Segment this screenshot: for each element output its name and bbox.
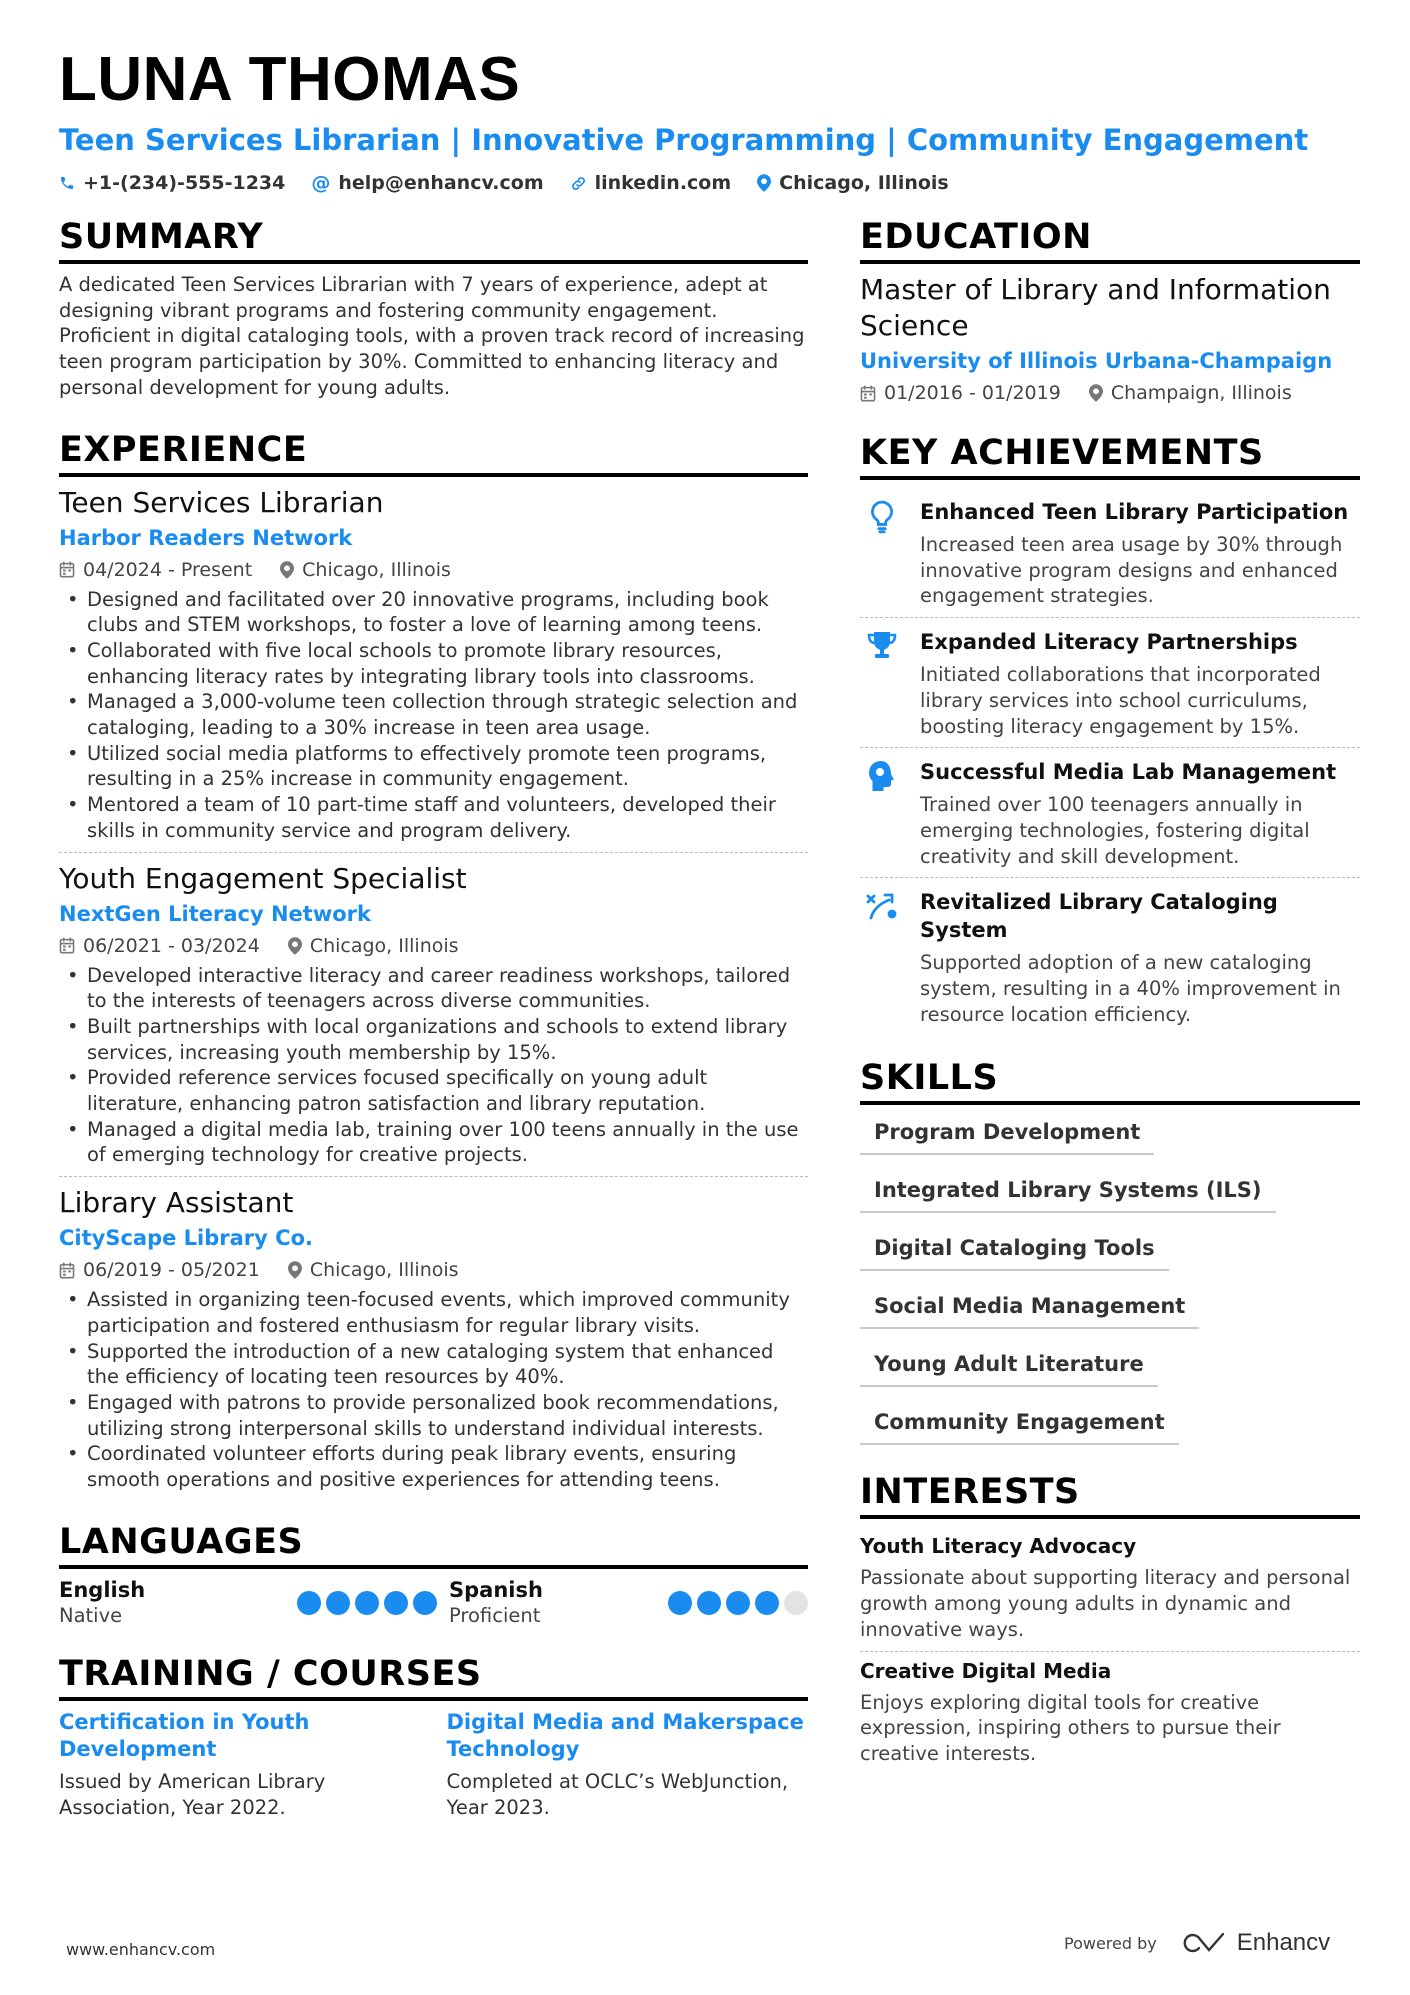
achievement-title: Expanded Literacy Partnerships [920,630,1298,655]
link-icon [570,175,587,192]
location-text: Chicago, Illinois [779,172,949,194]
interest-item [860,1527,1360,1651]
rating-dot-filled [355,1591,379,1615]
job-company[interactable]: Harbor Readers Network [59,525,353,550]
contact-email[interactable] [311,172,543,194]
job-company[interactable]: CityScape Library Co. [59,1226,313,1251]
job-location: Chicago, Illinois [302,558,451,581]
skill-tag: Integrated Library Systems (ILS) [860,1171,1276,1213]
location-pin-icon [757,174,771,192]
achievement-item [860,618,1360,748]
skill-tag: Digital Cataloging Tools [860,1229,1169,1271]
left-column [59,214,808,1821]
experience-heading: EXPERIENCE [59,427,808,477]
language-rating [668,1591,808,1615]
achievement-title: Revitalized Library Cataloging System [920,890,1278,943]
calendar-icon [59,937,75,954]
rating-dot-filled [726,1591,750,1615]
head-icon [860,758,904,869]
job-meta [59,557,808,583]
skill-tag: Community Engagement [860,1403,1179,1445]
skill-tag: Young Adult Literature [860,1345,1158,1387]
at-icon: @ [311,172,331,194]
course-item [59,1709,421,1821]
rating-dot-filled [755,1591,779,1615]
bullet-item: • Utilized social media platforms to effectively promote teen programs, resulting in a 25% increase in community engagement. [59,741,808,792]
rating-dot-filled [326,1591,350,1615]
contact-phone[interactable] [59,172,285,194]
job-dates: 06/2021 - 03/2024 [83,934,260,957]
phone-text: +1-(234)-555-1234 [83,172,286,194]
education-heading: EDUCATION [860,214,1360,264]
linkedin-text: linkedin.com [594,172,732,194]
footer-website[interactable]: www.enhancv.com [66,1940,216,1959]
skill-tag: Program Development [860,1113,1154,1155]
interest-desc: Passionate about supporting literacy and personal growth among young adults in dynamic and innovative ways. [860,1566,1351,1641]
job-bullets [59,587,808,844]
brand-name: Enhancv [1236,1929,1331,1956]
contact-linkedin[interactable] [570,172,732,194]
location-pin-icon [288,1261,302,1279]
job-title: Youth Engagement Specialist [59,861,467,895]
enhancv-logo[interactable] [1179,1929,1330,1957]
job-location: Chicago, Illinois [309,934,459,957]
course-title: Certification in Youth Development [59,1709,310,1761]
strategy-icon [860,888,904,1027]
education-dates: 01/2016 - 01/2019 [884,382,1061,404]
bullet-item: • Coordinated volunteer efforts during peak library events, ensuring smooth operations and positive experiences for attending teens. [59,1441,808,1492]
location-pin-icon [288,937,302,955]
enhancv-logo-icon [1179,1931,1227,1955]
training-section [59,1651,808,1821]
interest-item [860,1652,1360,1775]
language-name: English [59,1577,146,1602]
achievement-item [860,748,1360,878]
job-entry [59,861,808,1178]
interest-desc: Enjoys exploring digital tools for creative expression, inspiring others to pursue their creative interests. [860,1690,1281,1765]
bullet-item: • Provided reference services focused specifically on young adult literature, enhancing patron satisfaction and library reputation. [59,1065,808,1116]
rating-dot-empty [784,1591,808,1615]
education-school[interactable]: University of Illinois Urbana-Champaign [860,349,1333,373]
bullet-item: • Engaged with patrons to provide personalized book recommendations, utilizing strong interpersonal skills to understand individual interests. [59,1390,808,1441]
bullet-item: • Assisted in organizing teen-focused events, which improved community participation and fostered enthusiasm for regular library visits. [59,1287,808,1338]
rating-dot-filled [668,1591,692,1615]
achievement-item [860,488,1360,618]
phone-icon [59,175,75,191]
bullet-item: • Built partnerships with local organizations and schools to extend library services, increasing youth membership by 15%. [59,1014,808,1065]
education-section [860,214,1360,406]
contact-location [757,172,949,194]
job-company[interactable]: NextGen Literacy Network [59,901,371,926]
language-level: Native [59,1603,123,1627]
footer-branding[interactable] [1064,1929,1330,1957]
resume-header [59,44,1359,194]
calendar-icon [59,1262,75,1279]
bullet-item: • Developed interactive literacy and career readiness workshops, tailored to the interests of teenagers across diverse communities. [59,963,808,1014]
skills-heading: SKILLS [860,1055,1360,1105]
calendar-icon [860,385,876,402]
course-desc: Issued by American Library Association, Year 2022. [59,1769,326,1819]
trophy-icon [860,628,904,739]
course-item [447,1709,809,1821]
job-title: Library Assistant [59,1186,294,1220]
candidate-name: LUNA THOMAS [59,45,521,114]
candidate-tagline: Teen Services Librarian | Innovative Programming | Community Engagement [59,123,1309,157]
location-pin-icon [280,561,294,579]
interest-title: Creative Digital Media [860,1658,1112,1683]
education-location: Champaign, Illinois [1110,382,1292,404]
right-column [860,214,1360,1775]
job-meta [59,1257,808,1283]
education-degree: Master of Library and Information Science [860,273,1331,342]
job-bullets [59,963,808,1169]
bullet-item: • Supported the introduction of a new cataloging system that enhanced the efficiency of locating teen resources by 40%. [59,1339,808,1390]
job-meta [59,933,808,959]
bullet-item: • Mentored a team of 10 part-time staff and volunteers, developed their skills in community service and program delivery. [59,792,808,843]
achievement-desc: Initiated collaborations that incorporated library services into school curriculums, boosting literacy engagement by 15%. [920,663,1321,738]
courses-row [59,1709,808,1821]
skill-tag: Social Media Management [860,1287,1199,1329]
achievement-title: Enhanced Teen Library Participation [920,500,1349,524]
course-desc: Completed at OCLC’s WebJunction, Year 2023. [446,1769,789,1819]
language-rating [297,1591,437,1615]
email-text: help@enhancv.com [338,172,544,194]
job-bullets [59,1287,808,1493]
achievement-item [860,878,1360,1035]
bullet-item: • Managed a digital media lab, training over 100 teens annually in the use of emerging technology for creative projects. [59,1117,808,1168]
interests-heading: INTERESTS [860,1469,1360,1519]
summary-text: A dedicated Teen Services Librarian with 7 years of experience, adept at designing vibrant programs and fostering community engagement. Proficient in digital cataloging tools, with a proven track record of increasing teen program participation by 30%. Committed to enhancing literacy and personal development for young adults. [59,273,805,399]
rating-dot-filled [413,1591,437,1615]
languages-heading: LANGUAGES [59,1519,808,1569]
calendar-icon [59,561,75,578]
achievements-section [860,430,1360,1035]
experience-section [59,427,808,1501]
achievement-title: Successful Media Lab Management [920,760,1337,785]
rating-dot-filled [384,1591,408,1615]
powered-by-label: Powered by [1064,1933,1157,1953]
job-location: Chicago, Illinois [309,1259,459,1282]
education-meta [860,380,1360,406]
job-dates: 06/2019 - 05/2021 [83,1259,260,1282]
bullet-item: • Designed and facilitated over 20 innovative programs, including book clubs and STEM workshops, to foster a love of learning among teens. [59,587,808,638]
job-title: Teen Services Librarian [59,485,384,519]
summary-heading: SUMMARY [59,214,808,264]
languages-section [59,1519,808,1629]
course-title: Digital Media and Makerspace Technology [446,1709,804,1761]
job-dates: 04/2024 - Present [83,558,253,581]
skills-list [860,1113,1360,1461]
bullet-item: • Collaborated with five local schools to promote library resources, enhancing literacy rates by integrating library tools into classrooms. [59,638,808,689]
bullet-item: • Managed a 3,000-volume teen collection through strategic selection and cataloging, leading to a 30% increase in teen area usage. [59,689,808,740]
achievements-heading: KEY ACHIEVEMENTS [860,430,1360,480]
languages-row [59,1577,808,1629]
summary-section [59,214,808,401]
language-level: Proficient [449,1603,541,1627]
rating-dot-filled [697,1591,721,1615]
language-item [59,1577,449,1629]
job-entry [59,485,808,853]
interests-section [860,1469,1360,1774]
job-entry [59,1185,808,1501]
skills-section [860,1055,1360,1461]
rating-dot-filled [297,1591,321,1615]
lightbulb-icon [860,498,904,609]
location-pin-icon [1089,384,1103,402]
interest-title: Youth Literacy Advocacy [860,1534,1137,1559]
language-name: Spanish [449,1577,543,1602]
achievement-desc: Supported adoption of a new cataloging system, resulting in a 40% improvement in resource location efficiency. [920,951,1341,1026]
achievement-desc: Increased teen area usage by 30% through innovative program designs and enhanced engagement strategies. [920,533,1343,608]
contact-row [59,172,1359,194]
training-heading: TRAINING / COURSES [59,1651,808,1701]
achievement-desc: Trained over 100 teenagers annually in emerging technologies, fostering digital creativity and skill development. [920,793,1310,868]
language-item [449,1577,808,1629]
